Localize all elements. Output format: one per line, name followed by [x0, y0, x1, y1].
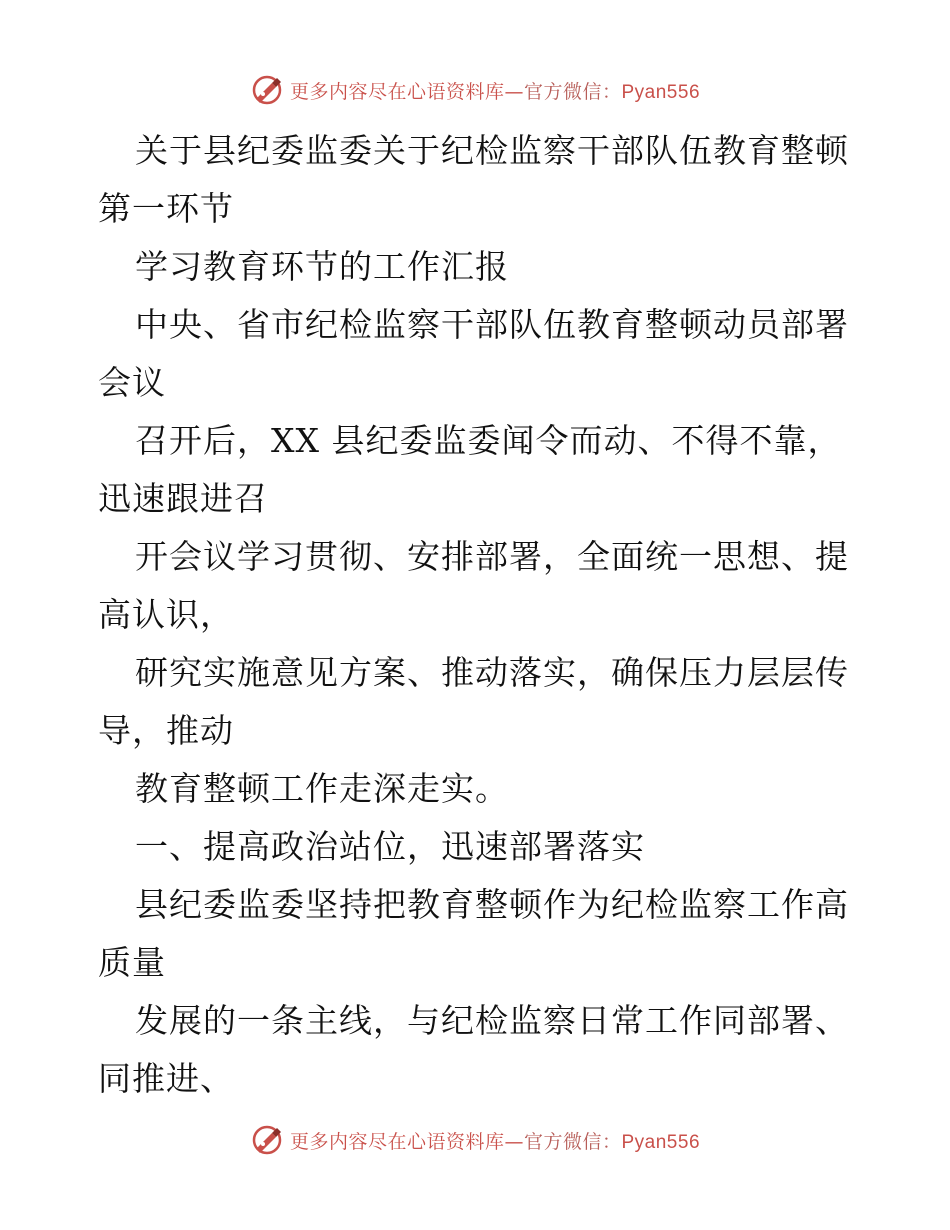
text-line: 中央、省市纪检监察干部队伍教育整顿动员部署 — [135, 305, 849, 344]
text-line: 同推进、 — [98, 1059, 234, 1098]
text-line: 教育整顿工作走深走实。 — [135, 769, 509, 808]
text-line: 第一环节 — [98, 189, 234, 228]
section-heading: 一、提高政治站位，迅速部署落实 — [135, 827, 645, 866]
watermark-dash: — — [504, 1130, 524, 1153]
text-line: 会议 — [98, 363, 166, 402]
watermark-text — [290, 77, 700, 104]
watermark-wechat-label: 官方微信： — [523, 1130, 622, 1153]
text-line: 研究实施意见方案、推动落实，确保压力层层传 — [135, 653, 849, 692]
watermark-dash: — — [504, 80, 524, 103]
pen-logo-icon — [250, 73, 284, 107]
text-line: 迅速跟进召 — [98, 479, 268, 518]
watermark-wechat-label: 官方微信： — [523, 80, 622, 103]
watermark-main: 更多内容尽在心语资料库 — [289, 1130, 505, 1153]
text-line: 发展的一条主线，与纪检监察日常工作同部署、 — [135, 1001, 849, 1040]
watermark-account: Pyan556 — [621, 81, 701, 103]
text-line: 高认识， — [98, 595, 234, 634]
text-line: 导，推动 — [98, 711, 234, 750]
watermark-main: 更多内容尽在心语资料库 — [289, 80, 505, 103]
text-line: 开会议学习贯彻、安排部署，全面统一思想、提 — [135, 537, 849, 576]
text-line: 学习教育环节的工作汇报 — [135, 247, 509, 286]
text-line: 关于县纪委监委关于纪检监察干部队伍教育整顿 — [135, 131, 849, 170]
pen-logo-icon — [250, 1123, 284, 1157]
header-watermark — [0, 70, 950, 110]
watermark-account: Pyan556 — [621, 1131, 701, 1153]
text-line: 召开后，XX 县纪委监委闻令而动、不得不靠， — [135, 421, 842, 460]
document-body — [98, 122, 858, 1108]
text-line: 质量 — [98, 943, 166, 982]
watermark-text — [290, 1127, 700, 1154]
footer-watermark — [0, 1120, 950, 1160]
text-line: 县纪委监委坚持把教育整顿作为纪检监察工作高 — [135, 885, 849, 924]
